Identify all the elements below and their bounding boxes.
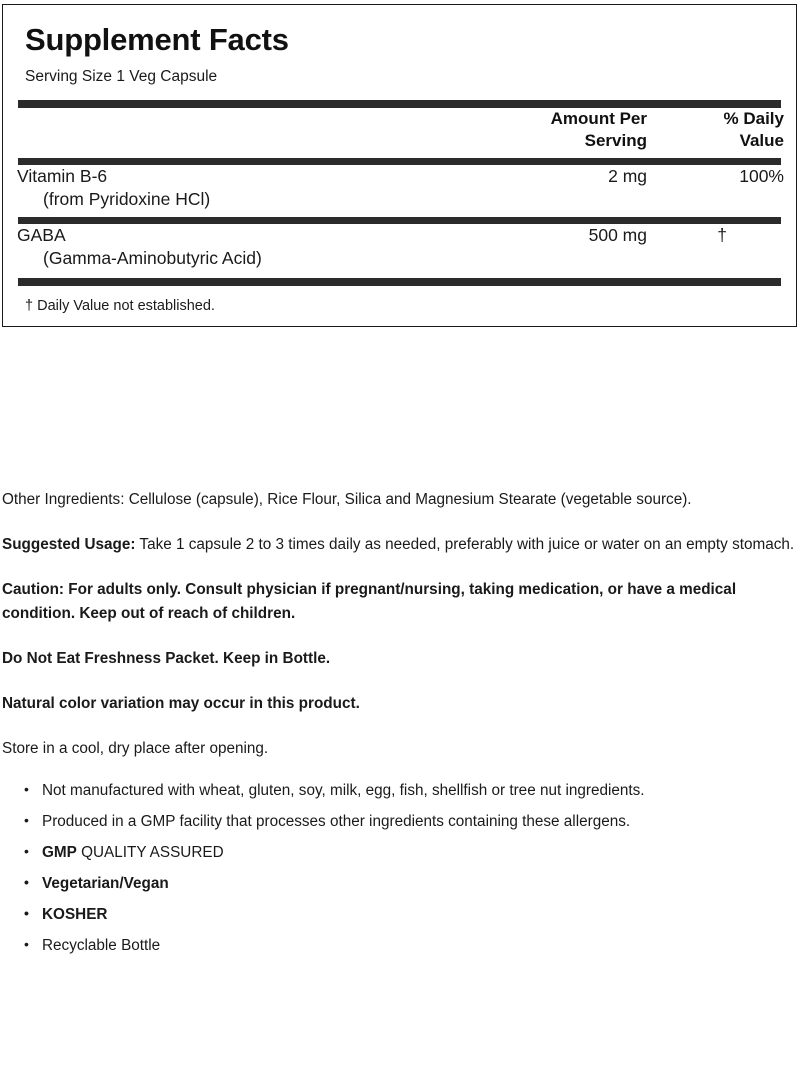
list-item xyxy=(2,843,796,874)
nutrition-table xyxy=(17,108,784,152)
daily-value-footnote: † Daily Value not established. xyxy=(25,298,215,315)
table-row xyxy=(17,224,784,270)
other-ingredients-label: Other Ingredients: xyxy=(2,491,125,508)
list-item-lead: GMP xyxy=(42,844,77,862)
nutrient-amount: 2 mg xyxy=(608,165,647,186)
column-header-amount xyxy=(479,108,647,152)
caution-paragraph: Caution: For adults only. Consult physician if pregnant/nursing, taking medication, or have a medical condition. Keep out of reach of children. xyxy=(2,580,737,623)
column-header-daily-value xyxy=(647,108,784,152)
list-item xyxy=(2,812,796,843)
rule-between-rows xyxy=(18,217,781,224)
list-item xyxy=(2,781,796,812)
nutrient-source: (from Pyridoxine HCl) xyxy=(43,188,211,209)
page-title: Supplement Facts xyxy=(25,22,289,57)
rule-top xyxy=(18,100,781,108)
nutrient-name-cell xyxy=(17,224,479,270)
list-item-label: KOSHER xyxy=(42,905,108,923)
color-variation-notice: Natural color variation may occur in this product. xyxy=(2,694,360,712)
nutrient-source: (Gamma-Aminobutyric Acid) xyxy=(43,248,262,269)
list-item-label: Recyclable Bottle xyxy=(42,936,161,954)
nutrient-daily-value: 100% xyxy=(739,165,784,186)
nutrient-name-cell xyxy=(17,165,479,211)
certifications-list xyxy=(2,781,796,966)
dv-header-line1: % Daily xyxy=(723,109,784,129)
list-item xyxy=(2,936,796,967)
suggested-usage-label: Suggested Usage: xyxy=(2,535,136,553)
other-ingredients-paragraph xyxy=(2,488,796,513)
nutrient-daily-value: † xyxy=(717,225,727,245)
rule-below-header xyxy=(18,158,781,165)
nutrition-rows-first xyxy=(17,165,784,211)
table-row xyxy=(17,165,784,211)
list-item-label: Produced in a GMP facility that processes other ingredients containing these allergens. xyxy=(42,813,631,831)
rule-bottom xyxy=(18,278,781,286)
column-header-nutrient xyxy=(17,108,479,152)
dv-header-line2: Value xyxy=(739,131,784,151)
table-header-row xyxy=(17,108,784,152)
list-item-label: Vegetarian/Vegan xyxy=(42,874,169,892)
supplement-facts-panel xyxy=(2,4,797,327)
serving-size-text: Serving Size 1 Veg Capsule xyxy=(25,67,218,85)
label-body-copy xyxy=(2,488,796,967)
nutrient-name: GABA xyxy=(17,225,66,245)
amount-header-line1: Amount Per xyxy=(550,109,647,129)
nutrition-rows-second xyxy=(17,224,784,270)
list-item xyxy=(2,905,796,936)
amount-header-line2: Serving xyxy=(584,131,647,151)
list-item-label: Not manufactured with wheat, gluten, soy, milk, egg, fish, shellfish or tree nut ingredients. xyxy=(42,782,645,800)
suggested-usage-paragraph xyxy=(2,533,796,558)
list-item xyxy=(2,874,796,905)
other-ingredients-text: Cellulose (capsule), Rice Flour, Silica and Magnesium Stearate (vegetable source). xyxy=(124,491,692,508)
storage-instructions: Store in a cool, dry place after opening. xyxy=(2,739,269,757)
freshness-packet-notice: Do Not Eat Freshness Packet. Keep in Bottle. xyxy=(2,650,331,668)
list-item-label: QUALITY ASSURED xyxy=(76,844,224,862)
nutrient-amount: 500 mg xyxy=(588,225,647,245)
suggested-usage-text: Take 1 capsule 2 to 3 times daily as needed, preferably with juice or water on an empty stomach. xyxy=(135,535,795,553)
nutrient-name: Vitamin B-6 xyxy=(17,165,108,186)
